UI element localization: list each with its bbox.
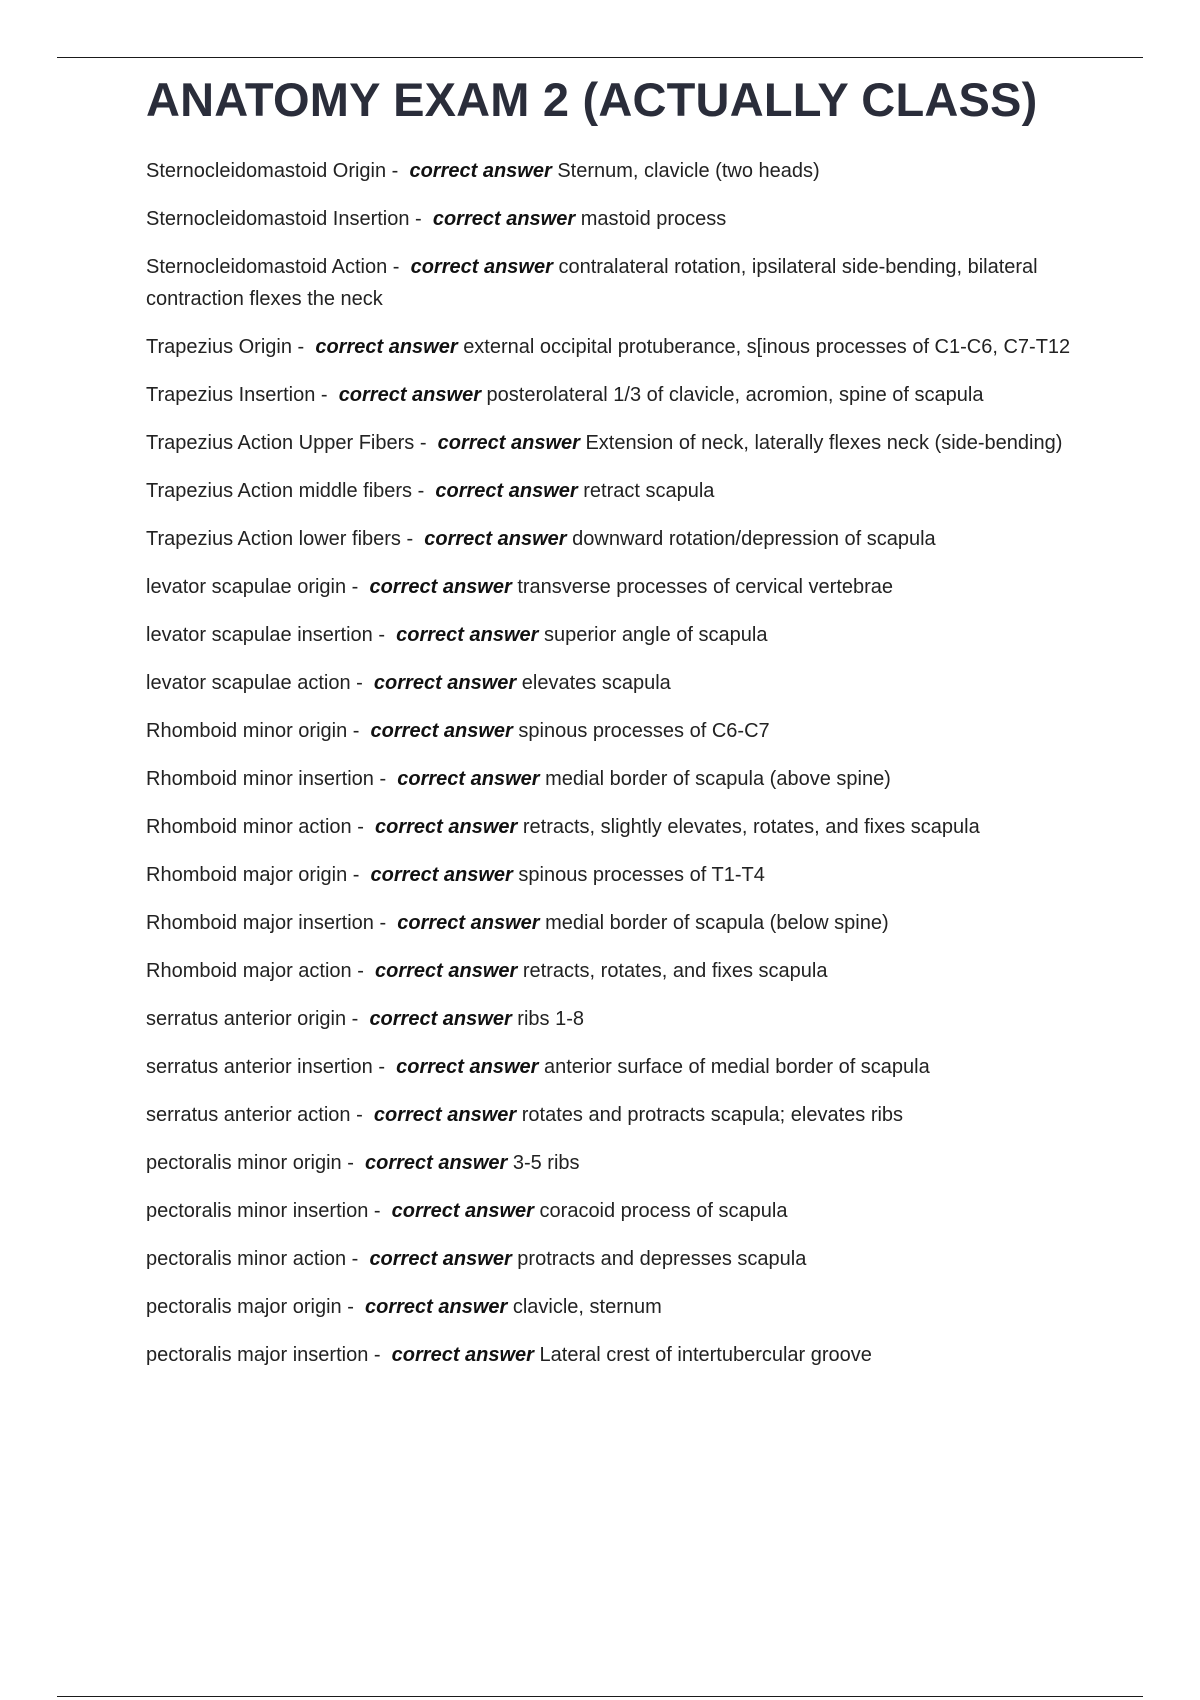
- item-answer: downward rotation/depression of scapula: [572, 528, 936, 550]
- item-term: Rhomboid minor insertion: [146, 768, 374, 790]
- item-term: serratus anterior insertion: [146, 1056, 373, 1078]
- item-term: pectoralis minor action: [146, 1248, 347, 1270]
- item-answer: contralateral rotation, ipsilateral side-bending, bilateral contraction flexes the neck: [146, 256, 1038, 310]
- item-separator: -: [414, 432, 438, 454]
- item-separator: -: [346, 576, 370, 598]
- correct-answer-label: correct answer: [396, 624, 539, 646]
- item-term: Trapezius Insertion: [146, 384, 316, 406]
- correct-answer-label: correct answer: [435, 480, 578, 502]
- item-separator: -: [315, 384, 339, 406]
- item-term: Trapezius Action middle fibers: [146, 480, 413, 502]
- correct-answer-label: correct answer: [397, 768, 540, 790]
- correct-answer-label: correct answer: [396, 1056, 539, 1078]
- list-item: [146, 331, 1076, 363]
- correct-answer-label: correct answer: [369, 576, 512, 598]
- item-separator: -: [346, 1248, 370, 1270]
- correct-answer-label: correct answer: [364, 1296, 508, 1318]
- item-answer: ribs 1-8: [517, 1008, 584, 1030]
- qa-list: [146, 155, 1076, 1387]
- list-item: [146, 1051, 1076, 1083]
- item-answer: spinous processes of C6-C7: [518, 720, 770, 742]
- list-item: [146, 571, 1076, 603]
- item-term: serratus anterior action: [146, 1104, 351, 1126]
- item-answer: medial border of scapula (below spine): [545, 912, 889, 934]
- item-term: Trapezius Action lower fibers: [146, 528, 401, 550]
- correct-answer-label: correct answer: [369, 1248, 512, 1270]
- item-answer: superior angle of scapula: [544, 624, 768, 646]
- item-term: Rhomboid major origin: [146, 864, 348, 886]
- item-separator: -: [347, 720, 371, 742]
- item-answer: transverse processes of cervical vertebrae: [517, 576, 894, 598]
- list-item: [146, 811, 1076, 843]
- bottom-divider: [57, 1696, 1143, 1697]
- item-separator: -: [291, 336, 316, 358]
- top-divider: [57, 57, 1143, 58]
- correct-answer-label: correct answer: [370, 864, 513, 886]
- item-answer: retracts, rotates, and fixes scapula: [522, 960, 828, 982]
- list-item: [146, 1291, 1076, 1323]
- item-term: pectoralis major insertion: [146, 1344, 369, 1366]
- correct-answer-label: correct answer: [391, 1344, 534, 1366]
- list-item: [146, 1099, 1076, 1131]
- list-item: [146, 619, 1076, 651]
- correct-answer-label: correct answer: [338, 384, 481, 406]
- item-separator: -: [341, 1296, 365, 1318]
- list-item: [146, 203, 1076, 235]
- list-item: [146, 475, 1076, 507]
- item-term: Sternocleidomastoid Action: [146, 256, 388, 278]
- item-separator: -: [368, 1200, 392, 1222]
- item-answer: external occipital protuberance, s[inous processes of C1-C6, C7-T12: [463, 336, 1071, 358]
- correct-answer-label: correct answer: [369, 1008, 512, 1030]
- item-term: pectoralis major origin: [146, 1296, 342, 1318]
- item-term: Rhomboid minor action: [146, 816, 352, 838]
- item-term: Rhomboid major insertion: [146, 912, 374, 934]
- correct-answer-label: correct answer: [432, 208, 576, 230]
- item-separator: -: [350, 672, 374, 694]
- item-answer: 3-5 ribs: [512, 1152, 580, 1174]
- correct-answer-label: correct answer: [375, 960, 518, 982]
- list-item: [146, 1339, 1076, 1371]
- item-term: Trapezius Action Upper Fibers: [146, 432, 415, 454]
- list-item: [146, 859, 1076, 891]
- list-item: [146, 523, 1076, 555]
- correct-answer-label: correct answer: [373, 1104, 517, 1126]
- correct-answer-label: correct answer: [364, 1152, 508, 1174]
- item-answer: retracts, slightly elevates, rotates, and fixes scapula: [522, 816, 980, 838]
- item-answer: Sternum, clavicle (two heads): [557, 160, 820, 182]
- correct-answer-label: correct answer: [391, 1200, 534, 1222]
- correct-answer-label: correct answer: [424, 528, 567, 550]
- list-item: [146, 427, 1076, 459]
- item-answer: elevates scapula: [521, 672, 671, 694]
- item-answer: medial border of scapula (above spine): [545, 768, 891, 790]
- list-item: [146, 955, 1076, 987]
- item-answer: protracts and depresses scapula: [517, 1248, 807, 1270]
- list-item: [146, 251, 1076, 315]
- item-separator: -: [351, 960, 375, 982]
- item-separator: -: [347, 864, 371, 886]
- correct-answer-label: correct answer: [370, 720, 513, 742]
- item-answer: retract scapula: [583, 480, 715, 502]
- page-title: ANATOMY EXAM 2 (ACTUALLY CLASS): [146, 73, 1038, 126]
- list-item: [146, 379, 1076, 411]
- item-separator: -: [372, 1056, 397, 1078]
- item-answer: Lateral crest of intertubercular groove: [539, 1344, 872, 1366]
- list-item: [146, 1003, 1076, 1035]
- item-answer: anterior surface of medial border of scapula: [543, 1056, 930, 1078]
- item-separator: -: [350, 1104, 374, 1126]
- item-answer: mastoid process: [580, 208, 727, 230]
- item-term: levator scapulae origin: [146, 576, 347, 598]
- correct-answer-label: correct answer: [315, 336, 458, 358]
- item-separator: -: [412, 480, 436, 502]
- item-separator: -: [387, 256, 411, 278]
- correct-answer-label: correct answer: [373, 672, 517, 694]
- item-separator: -: [346, 1008, 370, 1030]
- list-item: [146, 667, 1076, 699]
- item-term: serratus anterior origin: [146, 1008, 347, 1030]
- item-term: Rhomboid major action: [146, 960, 352, 982]
- correct-answer-label: correct answer: [397, 912, 540, 934]
- item-term: Rhomboid minor origin: [146, 720, 348, 742]
- correct-answer-label: correct answer: [409, 160, 552, 182]
- correct-answer-label: correct answer: [437, 432, 580, 454]
- item-answer: Extension of neck, laterally flexes neck (side-bending): [585, 432, 1063, 454]
- item-separator: -: [372, 624, 397, 646]
- item-separator: -: [400, 528, 425, 550]
- item-separator: -: [386, 160, 410, 182]
- item-answer: clavicle, sternum: [512, 1296, 662, 1318]
- list-item: [146, 715, 1076, 747]
- item-answer: posterolateral 1/3 of clavicle, acromion, spine of scapula: [486, 384, 984, 406]
- list-item: [146, 1243, 1076, 1275]
- item-separator: -: [368, 1344, 392, 1366]
- list-item: [146, 1195, 1076, 1227]
- list-item: [146, 1147, 1076, 1179]
- item-separator: -: [373, 912, 398, 934]
- list-item: [146, 763, 1076, 795]
- item-term: levator scapulae insertion: [146, 624, 373, 646]
- item-answer: spinous processes of T1-T4: [518, 864, 765, 886]
- correct-answer-label: correct answer: [410, 256, 553, 278]
- item-answer: rotates and protracts scapula; elevates ribs: [521, 1104, 904, 1126]
- item-term: pectoralis minor insertion: [146, 1200, 369, 1222]
- list-item: [146, 907, 1076, 939]
- correct-answer-label: correct answer: [375, 816, 518, 838]
- item-separator: -: [373, 768, 398, 790]
- item-separator: -: [409, 208, 433, 230]
- item-term: pectoralis minor origin: [146, 1152, 342, 1174]
- item-term: Sternocleidomastoid Origin: [146, 160, 387, 182]
- item-separator: -: [351, 816, 375, 838]
- item-answer: coracoid process of scapula: [539, 1200, 788, 1222]
- item-term: Trapezius Origin: [146, 336, 292, 358]
- list-item: [146, 155, 1076, 187]
- item-separator: -: [341, 1152, 365, 1174]
- item-term: Sternocleidomastoid Insertion: [146, 208, 410, 230]
- item-term: levator scapulae action: [146, 672, 351, 694]
